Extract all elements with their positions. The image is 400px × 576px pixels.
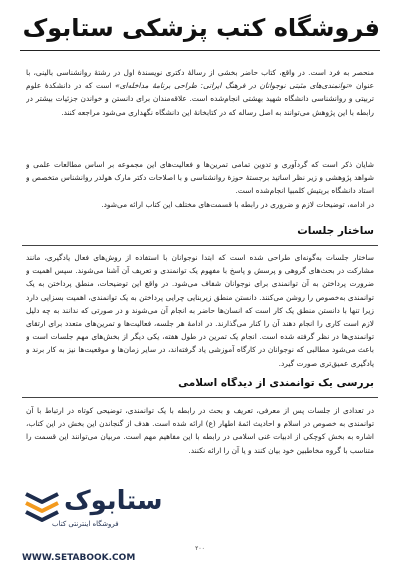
thesis-title: «توانمندی‌های مثبتی نوجوانان در فرهنگ ایرانی: طراحی برنامهٔ مداخله‌ای» (115, 81, 353, 91)
logo-wordmark: ستابوک (64, 486, 163, 516)
page-number: ۲۰۰ (195, 545, 205, 552)
intro-paragraph-1-text-a: منحصر به فرد است. در واقع، کتاب حاضر بخشی از رسالهٔ دکتری نویسندهٔ اول در رشتهٔ روانشناسی بالینی، با عنوان (26, 68, 374, 91)
website-url[interactable]: WWW.SETABOOK.COM (22, 553, 136, 563)
book-stack-icon (22, 486, 62, 522)
intro-paragraph-2: شایان ذکر است که گردآوری و تدوین تمامی تمرین‌ها و فعالیت‌های این مجموعه بر اساس مطالعات علمی و شواهد پژوهشی و زیر نظر اساتید برجستهٔ حوزهٔ روانشناسی و با اصلاحات دکتر مارک هولدر روانشناس متخصص و استاد دانشگاه بریتیش کلمبیا انجام‌شده است. (26, 160, 374, 196)
page-title: فروشگاه کتب پزشکی ستابوک (22, 14, 380, 42)
section-divider (22, 397, 378, 398)
intro-paragraph-1 (26, 66, 374, 158)
section-divider (22, 245, 378, 246)
intro-paragraph-1-text-b: است که در دانشکدهٔ علوم تربیتی و روانشناسی دانشگاه شهید بهشتی انجام‌شده است. علاقه‌مندان برای دانستن و خواندن جزئیات بیشتر در رابطه با این پژوهش می‌توانند به اصل رساله که در کتابخانهٔ این دانشگاه نگهداری می‌شود مراجعه کنند. (26, 81, 374, 117)
section-heading-islamic-view: بررسی یک توانمندی از دیدگاه اسلامی (178, 377, 374, 389)
islamic-view-paragraph: در تعدادی از جلسات پس از معرفی، تعریف و بحث در رابطه با یک توانمندی، توضیحی کوتاه در ارتباط با آن توانمندی به خصوص در اسلام و احادیث ائمهٔ اطهار (ع) ارائه شده است. هدف از گنجاندن این بخش در این کتاب، اشاره به بخش کوچکی از ادبیات غنی اسلامی در رابطه با این مفاهیم مهم است. مربیان می‌توانند این قسمت را متناسب با گروه مخاطبین خود بیان کنند و یا آن را ارائه نکنند. (26, 406, 374, 455)
session-structure-paragraph: ساختار جلسات به‌گونه‌ای طراحی شده است که ابتدا نوجوانان با استفاده از روش‌های فعال یادگیری، مانند مشارکت در بحث‌های گروهی و پرسش و پاسخ با مفهوم یک توانمندی و تعریف آن آشنا می‌شوند. سپس اهمیت و ضرورت پرداختن به آن توانمندی برای نوجوانان شفاف می‌شود. در واقع این توضیحات، منطق پرداختن به یک توانمندی به‌خصوص را روشن می‌کنند. دانستن منطق زیربنایی چرایی پرداختن به یک توانمندی، اهمیت بسزایی دارد زیرا تنها با دانستن منطق یک کار است که انسان‌ها حاضر به انجام آن می‌شوند و در صورتی که ندانند به چه دلیل لازم است کاری را انجام دهند آن را کنار می‌گذارند. در ادامهٔ هر جلسه، فعالیت‌ها و تمرین‌های متعدد برای ارتقای توانمندی‌ها در نظر گرفته شده است. انجام یک تمرین در طول هفته، یکی دیگر از بخش‌های مهم جلسات است و باعث می‌شود مطالبی که نوجوانان در کارگاه آموزشی یاد گرفته‌اند، در سایر زمان‌ها و موقعیت‌ها نیز به کار برند و یادگیری عمیق‌تری صورت گیرد. (26, 253, 374, 368)
setabook-logo (22, 486, 163, 542)
logo-tagline: فروشگاه اینترنتی کتاب (52, 520, 119, 528)
section-heading-session-structure: ساختار جلسات (297, 225, 374, 237)
intro-paragraph-3: در ادامه، توضیحات لازم و ضروری در رابطه با قسمت‌های مختلف این کتاب ارائه می‌شود. (101, 200, 374, 209)
header-divider (20, 50, 380, 51)
